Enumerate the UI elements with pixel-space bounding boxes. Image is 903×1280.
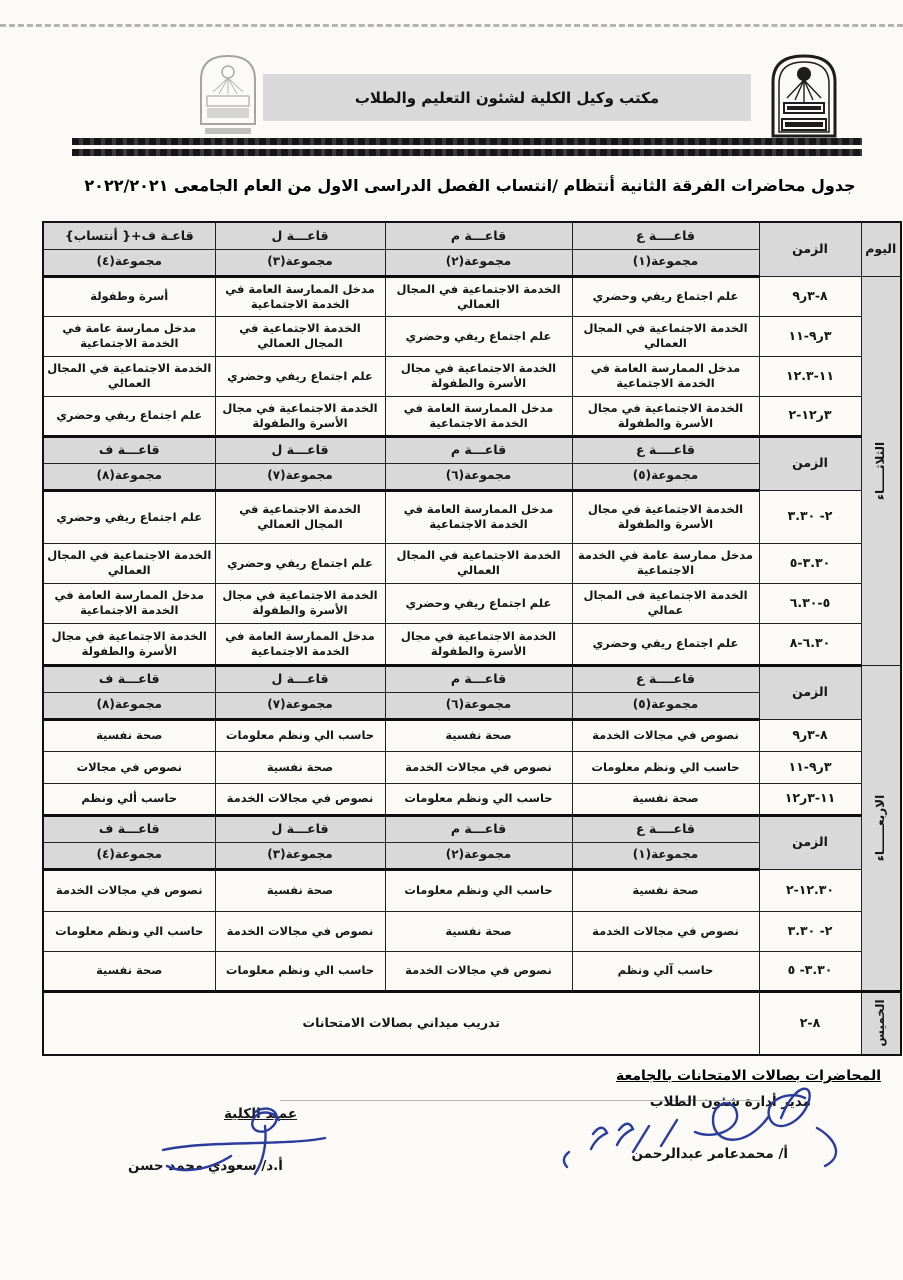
group-header: مجموعة(٢) (385, 842, 572, 869)
scan-edge-dashes (0, 24, 903, 27)
time-cell: ٩ر٣-٨ (759, 276, 861, 316)
office-title: مكتب وكيل الكلية لشئون التعليم والطلاب (354, 88, 660, 107)
hall-header: قاعـــة ف (43, 665, 215, 692)
course-cell: حاسب الي ونظم معلومات (385, 869, 572, 911)
course-cell: الخدمة الاجتماعية في مجال الأسرة والطفولة (385, 356, 572, 396)
hall-header: قاعــــة ع (572, 436, 759, 463)
course-cell: علم اجتماع ريفي وحضري (43, 490, 215, 543)
hall-header: قاعـــة ل (215, 436, 385, 463)
signature-ink-left (135, 1098, 340, 1193)
hall-header: قاعــــة ع (572, 222, 759, 249)
student-affairs-director-name: أ/ محمدعامر عبدالرحمن (631, 1146, 788, 1162)
course-cell: مدخل الممارسة العامة في الخدمة الاجتماعية (43, 583, 215, 623)
course-cell: حاسب الي ونظم معلومات (215, 719, 385, 751)
time-cell: ٢-١٢.٣٠ (759, 869, 861, 911)
time-cell: ٨-٦.٣٠ (759, 623, 861, 665)
time-cell: ١٢.٣-١١ (759, 356, 861, 396)
exam-halls-note: المحاضرات بصالات الامتحانات بالجامعة (615, 1068, 881, 1084)
course-cell: الخدمة الاجتماعية في المجال العمالي (385, 543, 572, 583)
course-cell: علم اجتماع ريفي وحضري (572, 276, 759, 316)
group-header: مجموعة(١) (572, 842, 759, 869)
course-cell: الخدمة الاجتماعية في مجال الأسرة والطفولة (215, 396, 385, 436)
group-header: مجموعة(٢) (385, 249, 572, 276)
course-cell: صحة نفسية (215, 869, 385, 911)
hall-header: قاعـــة م (385, 665, 572, 692)
time-cell: ١١-٩ر٣ (759, 316, 861, 356)
course-cell: مدخل الممارسة العامة في الخدمة الاجتماعية (572, 356, 759, 396)
course-cell: علم اجتماع ريفي وحضري (385, 583, 572, 623)
lecture-schedule-table (42, 221, 902, 1056)
header-divider-bar (72, 138, 862, 145)
course-cell: حاسب آلي ونظم (572, 951, 759, 991)
course-cell: مدخل ممارسة عامة في الخدمة الاجتماعية (572, 543, 759, 583)
group-header: مجموعة(٧) (215, 692, 385, 719)
group-header: مجموعة(٨) (43, 692, 215, 719)
day-cell-wednesday: الاربعــــــاء (861, 665, 901, 991)
hall-header: قاعـــة م (385, 222, 572, 249)
course-cell: الخدمة الاجتماعية في مجال الأسرة والطفولة (572, 490, 759, 543)
hall-header: قاعـة ف+{ أنتساب} (43, 222, 215, 249)
office-title-box (263, 74, 751, 121)
group-header: مجموعة(٦) (385, 692, 572, 719)
course-cell: حاسب الي ونظم معلومات (215, 951, 385, 991)
course-cell: حاسب الي ونظم معلومات (572, 751, 759, 783)
course-cell: حاسب الي ونظم معلومات (43, 911, 215, 951)
group-header: مجموعة(٤) (43, 249, 215, 276)
hall-header: قاعـــة ف (43, 815, 215, 842)
hall-header: قاعـــة ل (215, 815, 385, 842)
course-cell: الخدمة الاجتماعية في المجال العمالي (215, 490, 385, 543)
course-cell: مدخل الممارسة العامة في الخدمة الاجتماعية (385, 490, 572, 543)
hall-header: قاعـــة ل (215, 665, 385, 692)
group-header: مجموعة(٨) (43, 463, 215, 490)
time-cell: ١١-٩ر٣ (759, 751, 861, 783)
course-cell: صحة نفسية (43, 951, 215, 991)
day-column-header: اليوم (861, 222, 901, 276)
course-cell: مدخل الممارسة العامة في الخدمة الاجتماعية (385, 396, 572, 436)
faculty-stamp-icon (193, 50, 263, 138)
course-cell: علم اجتماع ريفي وحضري (215, 356, 385, 396)
hall-header: قاعـــة م (385, 436, 572, 463)
course-cell: الخدمة الاجتماعية في مجال الأسرة والطفولة (572, 396, 759, 436)
time-column-header: الزمن (759, 665, 861, 719)
course-cell: نصوص في مجالات (43, 751, 215, 783)
course-cell: حاسب ألي ونظم (43, 783, 215, 815)
time-cell: ٥ -٣.٣٠ (759, 951, 861, 991)
course-cell: صحة نفسية (385, 911, 572, 951)
course-cell: صحة نفسية (43, 719, 215, 751)
course-cell: مدخل الممارسة العامة في الخدمة الاجتماعية (215, 623, 385, 665)
header-divider-bar (72, 149, 862, 156)
group-header: مجموعة(٣) (215, 842, 385, 869)
course-cell: صحة نفسية (215, 751, 385, 783)
hall-header: قاعـــة ل (215, 222, 385, 249)
course-cell: نصوص في مجالات الخدمة (385, 751, 572, 783)
group-header: مجموعة(٦) (385, 463, 572, 490)
university-logo-icon (763, 50, 845, 142)
course-cell: الخدمة الاجتماعية فى المجال عمالي (572, 583, 759, 623)
dean-role: عميد الكلية (224, 1106, 298, 1122)
course-cell: الخدمة الاجتماعية في المجال العمالي (43, 543, 215, 583)
group-header: مجموعة(٧) (215, 463, 385, 490)
course-cell: صحة نفسية (385, 719, 572, 751)
course-cell: نصوص في مجالات الخدمة (572, 719, 759, 751)
group-header: مجموعة(٥) (572, 692, 759, 719)
course-cell: علم اجتماع ريفي وحضري (385, 316, 572, 356)
course-cell: الخدمة الاجتماعية في المجال العمالي (43, 356, 215, 396)
course-cell: صحة نفسية (572, 869, 759, 911)
course-cell: صحة نفسية (572, 783, 759, 815)
course-cell: نصوص في مجالات الخدمة (43, 869, 215, 911)
hall-header: قاعــــة ع (572, 815, 759, 842)
time-cell: ٥-٣.٣٠ (759, 543, 861, 583)
course-cell: الخدمة الاجتماعية في مجال الأسرة والطفولة (385, 623, 572, 665)
time-cell: ٣.٣٠ -٢ (759, 490, 861, 543)
time-cell: ٢-٨ (759, 991, 861, 1055)
course-cell: الخدمة الاجتماعية في المجال العمالي (215, 316, 385, 356)
course-cell: علم اجتماع ريفي وحضري (572, 623, 759, 665)
course-cell: الخدمة الاجتماعية في المجال العمالي (572, 316, 759, 356)
time-column-header: الزمن (759, 222, 861, 276)
group-header: مجموعة(٣) (215, 249, 385, 276)
time-cell: ٩ر٣-٨ (759, 719, 861, 751)
group-header: مجموعة(١) (572, 249, 759, 276)
course-cell: الخدمة الاجتماعية في المجال العمالي (385, 276, 572, 316)
course-cell: مدخل ممارسة عامة في الخدمة الاجتماعية (43, 316, 215, 356)
day-cell-thursday: الخميس (861, 991, 901, 1055)
time-cell: ٣.٣٠ -٢ (759, 911, 861, 951)
course-cell: نصوص في مجالات الخدمة (215, 783, 385, 815)
time-column-header: الزمن (759, 815, 861, 869)
field-training-cell: تدريب ميداني بصالات الامتحانات (43, 991, 759, 1055)
dean-name: أ.د/ سعودي محمد حسن (128, 1158, 283, 1174)
signature-ink-right (545, 1072, 865, 1187)
student-affairs-director-role: مدير أدارة شئون الطلاب (649, 1094, 811, 1110)
course-cell: الخدمة الاجتماعية في مجال الأسرة والطفولة (215, 583, 385, 623)
hall-header: قاعــــة ع (572, 665, 759, 692)
course-cell: نصوص في مجالات الخدمة (572, 911, 759, 951)
hall-header: قاعـــة ف (43, 436, 215, 463)
course-cell: علم اجتماع ريفي وحضري (43, 396, 215, 436)
course-cell: أسرة وطفولة (43, 276, 215, 316)
schedule-title: جدول محاضرات الفرقة الثانية أنتظام /انتساب الفصل الدراسى الاول من العام الجامعى ٢٠٢٢/٢٠٢١ (84, 176, 856, 195)
time-cell: ١٢ر٣-١١ (759, 783, 861, 815)
hall-header: قاعـــة م (385, 815, 572, 842)
time-column-header: الزمن (759, 436, 861, 490)
course-cell: حاسب الي ونظم معلومات (385, 783, 572, 815)
course-cell: نصوص في مجالات الخدمة (385, 951, 572, 991)
course-cell: علم اجتماع ريفي وحضري (215, 543, 385, 583)
group-header: مجموعة(٤) (43, 842, 215, 869)
day-cell-tuesday: الثلاثـــــاء (861, 276, 901, 665)
course-cell: نصوص في مجالات الخدمة (215, 911, 385, 951)
course-cell: مدخل الممارسة العامة في الخدمة الاجتماعية (215, 276, 385, 316)
time-cell: ٦.٣٠-٥ (759, 583, 861, 623)
time-cell: ٢-١٢ر٣ (759, 396, 861, 436)
group-header: مجموعة(٥) (572, 463, 759, 490)
course-cell: الخدمة الاجتماعية في مجال الأسرة والطفولة (43, 623, 215, 665)
